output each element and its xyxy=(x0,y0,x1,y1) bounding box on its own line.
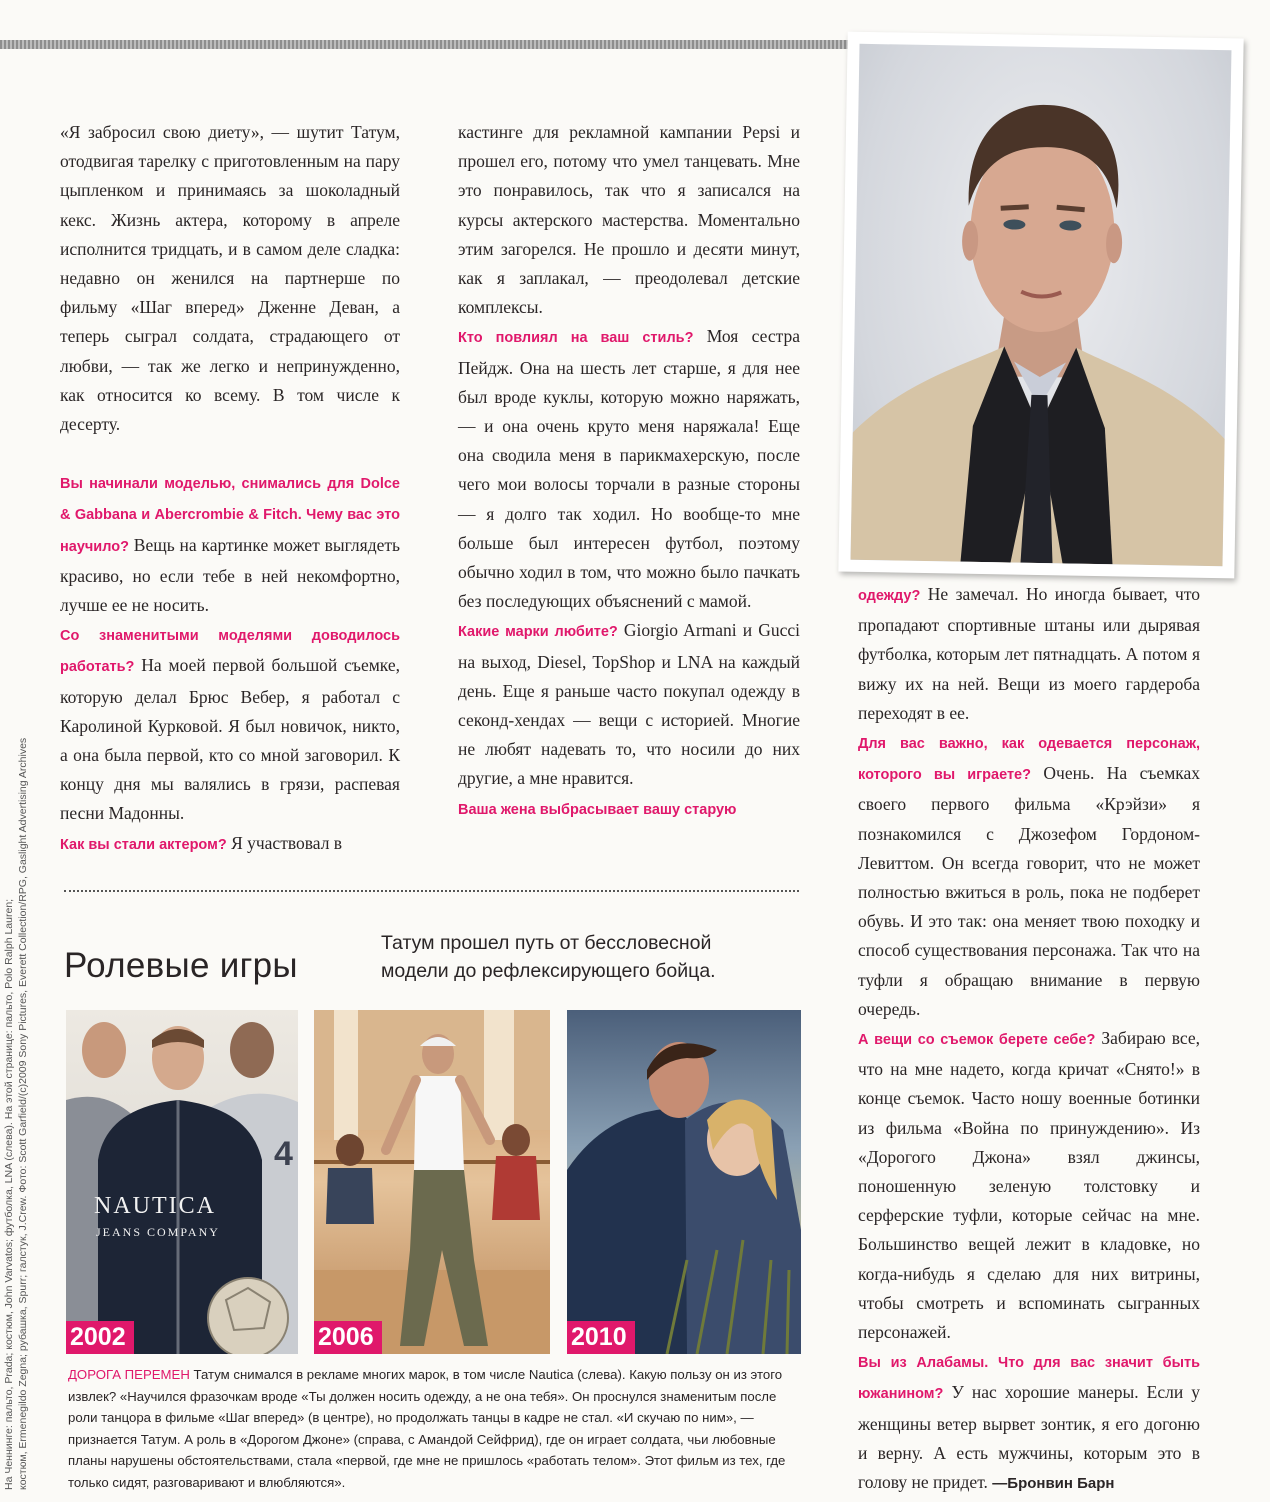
year-badge-2002: 2002 xyxy=(66,1321,134,1354)
photo-credits xyxy=(2,570,30,1490)
question: А вещи со съемок берете себе? xyxy=(858,1032,1096,1049)
section-title: Ролевые игры xyxy=(64,946,298,985)
answer: Моя сестра Пейдж. Она на шесть лет старше, я для нее был вроде куклы, которую можно наряжать, — и она очень круто меня наряжала! Еще она сводила меня в парикмахерскую, после чего мои волосы торчали в разные стороны — я долго так ходил. Но вообще-то мне больше был интересен футбол, поэтому обычно ходил в том, что можно было пачкать без последующих объяснений с мамой. xyxy=(458,326,801,612)
nautica-logo-sub: JEANS COMPANY xyxy=(96,1225,220,1239)
qa-block xyxy=(60,620,400,828)
answer: У нас хорошие манеры. Если у женщины ветер вырвет зонтик, я его догоню и верну. А есть мужчины, которым это в голову не придет. xyxy=(858,1382,1201,1493)
qa-block xyxy=(60,829,400,860)
continued-paragraph: кастинге для рекламной кампании Pepsi и прошел его, потому что умел танцевать. Мне это понравилось, так что я записался на курсы актерского мастерства. Моментально этим загорелся. Не прошло и десяти минут, как я заплакал, — преодолевал детские комплексы. xyxy=(458,122,800,318)
svg-text:4: 4 xyxy=(274,1135,293,1173)
article-author: —Бронвин Барн xyxy=(992,1475,1115,1493)
photo-2002 xyxy=(66,1010,298,1354)
caption-text: Татум снимался в рекламе многих марок, в том числе Nautica (слева). Какую пользу он из этого извлек? «Научился фразочкам вроде «Ты должен носить одежду, а не она тебя». Он проснулся знаменитым после роли танцора в фильме «Шаг вперед» (в центре), но продолжать танцы в кадре не стал. «И скучаю по ним», — признается Татум. А роль в «Дорогом Джоне» (справа, с Амандой Сейфрид), где он играет солдата, чьи любовные планы нарушены обстоятельствами, стала «первой, где мне не пришлось «работать телом». Этот фильм из тех, где только сидят, разговаривают и влюбляются». xyxy=(68,1367,786,1490)
portrait-photo xyxy=(851,44,1232,566)
question: Вы из Алабамы. Что для вас значит быть южанином? xyxy=(858,1355,1200,1403)
qa-block xyxy=(60,468,400,620)
article-column-2 xyxy=(458,118,800,825)
qa-block xyxy=(458,616,800,793)
question: Ваша жена выбрасывает вашу старую xyxy=(458,801,737,818)
top-rule xyxy=(0,40,878,49)
answer: Очень. На съемках своего первого фильма «Крэйзи» я познакомился с Джозефом Гордоном-Левиттом. Он всегда говорит, что не может полностью вжиться в роль, пока не подберет обувь. И это так: она меняет твою походку и способ существования персонажа. Так что на туфли я обращаю внимание в первую очередь. xyxy=(858,763,1201,1019)
question: Со знаменитыми моделями доводилось работать? xyxy=(60,628,400,676)
answer: Забираю все, что на мне надето, когда кричат «Снято!» в конце съемок. Часто ношу военные ботинки из фильма «Война по принуждению». Из «Дорогого Джона» взял джинсы, поношенную зеленую толстовку и серферские туфли, которые сейчас на мне. Большинство вещей лежит в кладовке, но когда-нибудь я сделаю для них витрины, чтобы смотреть и вспоминать сыгранных персонажей. xyxy=(858,1028,1201,1343)
photo-2010 xyxy=(567,1010,801,1354)
article-column-1 xyxy=(60,118,400,860)
portrait-illustration xyxy=(851,44,1232,566)
year-badge-2010: 2010 xyxy=(567,1321,635,1354)
credits-line-1: На Ченнинге: пальто, Prada; костюм, John Varvatos; футболка, LNA (слева). На этой странице: пальто, Polo Ralph Lauren; xyxy=(3,898,15,1490)
section-divider xyxy=(64,890,799,892)
qa-block xyxy=(858,728,1200,1024)
photo-2010-illustration xyxy=(567,1010,801,1354)
portrait-photo-frame xyxy=(838,32,1243,579)
question: Какие марки любите? xyxy=(458,624,618,641)
qa-block xyxy=(858,580,1200,728)
year-badge-2006: 2006 xyxy=(314,1321,382,1354)
question: Для вас важно, как одевается персонаж, которого вы играете? xyxy=(858,736,1200,784)
question: Вы начинали моделью, снимались для Dolce & Gabbana и Abercrombie & Fitch. Чему вас это научило? xyxy=(60,476,400,555)
caption-title: ДОРОГА ПЕРЕМЕН xyxy=(68,1367,190,1382)
qa-block xyxy=(458,322,800,616)
photo-2006-illustration xyxy=(314,1010,550,1354)
answer: Не замечал. Но иногда бывает, что пропадают спортивные штаны или дырявая футболка, которым лет пятнадцать. А потом я вижу их на ней. Вещи из моего гардероба переходят в ее. xyxy=(858,584,1200,723)
question: Кто повлиял на ваш стиль? xyxy=(458,330,694,347)
question: Как вы стали актером? xyxy=(60,836,227,853)
nautica-logo: NAUTICA xyxy=(94,1193,216,1219)
qa-block xyxy=(458,794,800,825)
photo-caption xyxy=(68,1364,796,1493)
answer: Вещь на картинке может выглядеть красиво, но если тебе в ней некомфортно, лучше ее не носить. xyxy=(60,534,400,616)
answer: На моей первой большой съемке, которую делал Брюс Вебер, я работал с Каролиной Курковой. Я был новичок, никто, а она была первой, кто со мной заговорил. К концу дня мы валялись в грязи, распевая песни Мадонны. xyxy=(60,655,401,824)
photo-2006 xyxy=(314,1010,550,1354)
photo-2002-illustration xyxy=(66,1010,298,1354)
answer: Я участвовал в xyxy=(231,832,343,853)
qa-block xyxy=(858,1024,1200,1347)
article-column-3 xyxy=(858,580,1200,1498)
question: одежду? xyxy=(858,588,921,604)
credits-line-2: костюм, Ermenegildo Zegna; рубашка, Spurr; галстук, J.Crew. Фото: Scott Garfield/(c)2009 Sony Pictures, Everett Collection/RPG, Gaslight Advertising Archives xyxy=(17,737,29,1490)
qa-block xyxy=(858,1347,1200,1498)
answer: Giorgio Armani и Gucci на выход, Diesel, TopShop и LNA на каждый день. Еще я раньше часто покупал одежду в секонд-хендах — вещи с историей. Многие не любят надевать то, что носили до них другие, а мне нравится. xyxy=(458,620,801,789)
intro-paragraph: «Я забросил свою диету», — шутит Татум, отодвигая тарелку с приготовленным на пару цыпленком и принимаясь за шоколадный кекс. Жизнь актера, которому в апреле исполнится тридцать, и в самом деле сладка: недавно он женился на партнерше по фильму «Шаг вперед» Дженне Деван, а теперь сыграл солдата, страдающего от любви, — так же легко и непринужденно, как относится ко всему. В том числе к десерту. xyxy=(60,122,400,435)
section-subtitle: Татум прошел путь от бессловесной модели до рефлексирующего бойца. xyxy=(381,932,716,982)
